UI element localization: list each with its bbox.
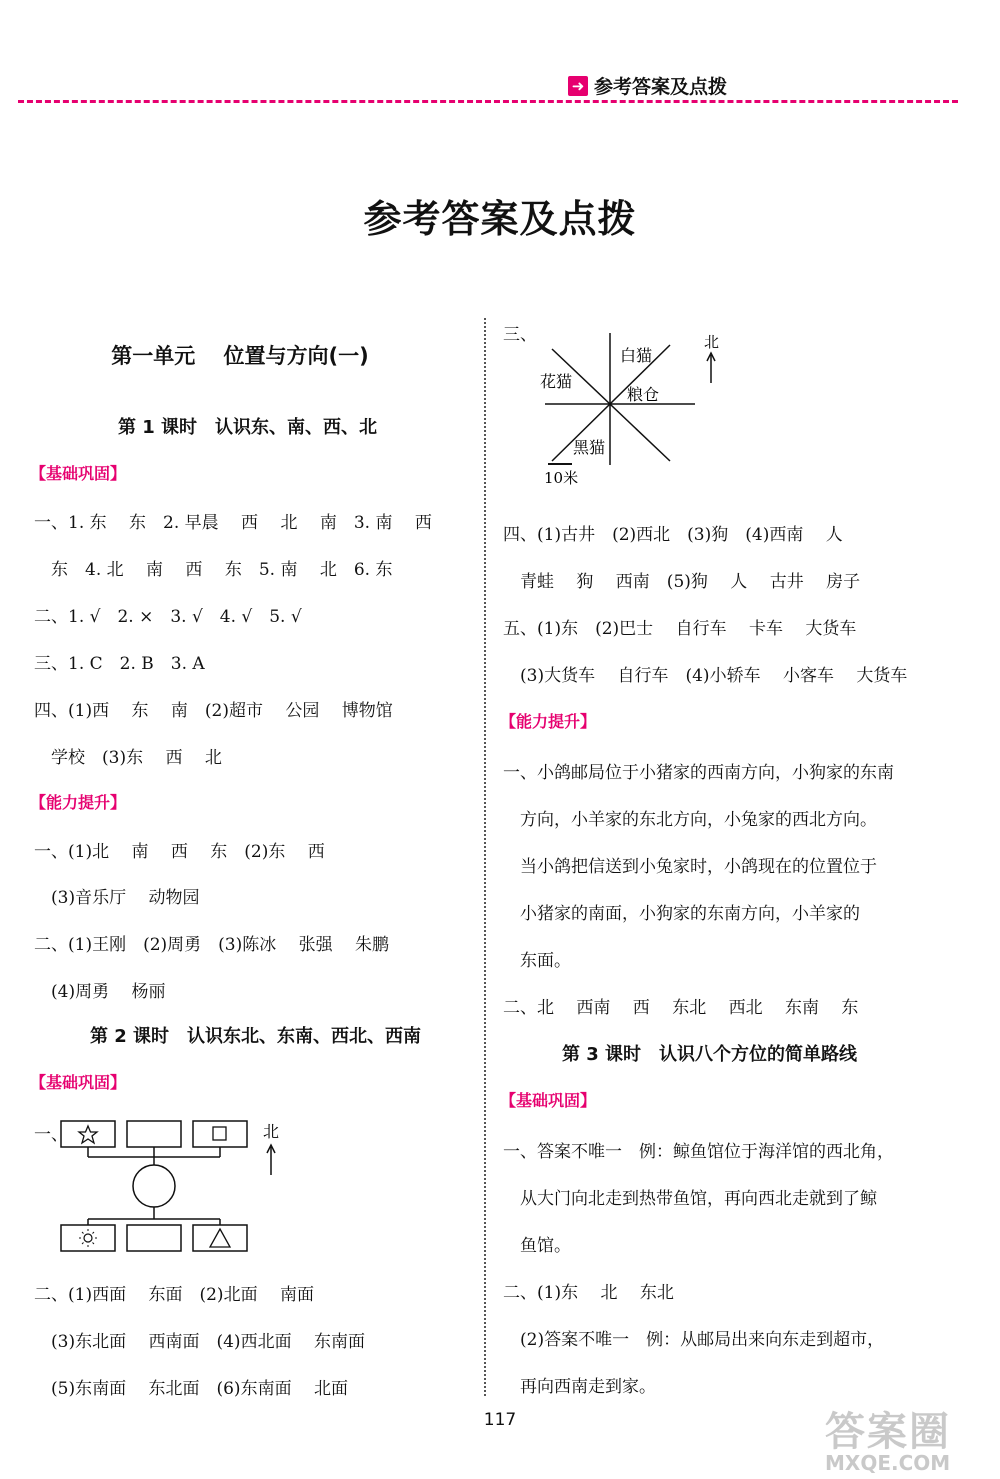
white-cat-label: 白猫 bbox=[620, 346, 653, 365]
answer-line: 三、1. C 2. B 3. A bbox=[34, 654, 205, 674]
ability-tag: 【能力提升】 bbox=[30, 793, 127, 812]
answer-line: 一、1. 东 东 2. 早晨 西 北 南 3. 南 西 bbox=[34, 513, 432, 533]
column-divider bbox=[484, 318, 486, 1396]
answer-line: 二、1. √ 2. × 3. √ 4. √ 5. √ bbox=[34, 607, 302, 627]
square-icon bbox=[213, 1127, 226, 1140]
answer-line: (3)大货车 自行车 (4)小轿车 小客车 大货车 bbox=[503, 666, 908, 686]
basic-tag: 【基础巩固】 bbox=[30, 1073, 127, 1092]
header-divider bbox=[18, 100, 958, 103]
answer-line: 二、(1)东 北 东北 bbox=[503, 1283, 674, 1303]
ability-tag: 【能力提升】 bbox=[500, 712, 597, 731]
black-cat-label: 黑猫 bbox=[573, 438, 606, 457]
answer-line: (5)东南面 东北面 (6)东南面 北面 bbox=[34, 1379, 348, 1399]
box-empty bbox=[127, 1225, 181, 1251]
answer-line: 一、(1)北 南 西 东 (2)东 西 bbox=[34, 842, 325, 862]
circle-shape bbox=[133, 1165, 175, 1207]
box-empty bbox=[127, 1121, 181, 1147]
answer-line: 从大门向北走到热带鱼馆，再向西北走就到了鲸 bbox=[503, 1189, 877, 1209]
box-sun bbox=[61, 1225, 115, 1251]
grid-diagram bbox=[55, 1115, 295, 1255]
answer-line: 四、(1)古井 (2)西北 (3)狗 (4)西南 人 bbox=[503, 525, 843, 545]
star-icon bbox=[79, 1126, 97, 1143]
lesson-2-title: 第 2 课时 认识东北、东南、西北、西南 bbox=[90, 1026, 422, 1047]
lesson-3-title: 第 3 课时 认识八个方位的简单路线 bbox=[562, 1044, 858, 1065]
answer-line: 一、答案不唯一 例：鲸鱼馆位于海洋馆的西北角， bbox=[503, 1142, 894, 1162]
question-prefix: 一、 bbox=[34, 1125, 68, 1145]
sun-icon bbox=[79, 1229, 97, 1247]
answer-line: 二、(1)西面 东面 (2)北面 南面 bbox=[34, 1285, 314, 1305]
answer-line: (3)音乐厅 动物园 bbox=[34, 888, 200, 908]
watermark-main: 答案圈 bbox=[825, 1409, 951, 1455]
unit-title: 第一单元 位置与方向(一) bbox=[111, 344, 369, 368]
answer-line: 二、(1)王刚 (2)周勇 (3)陈冰 张强 朱鹏 bbox=[34, 935, 390, 955]
answer-line: 东面。 bbox=[503, 951, 571, 971]
answer-line: 四、(1)西 东 南 (2)超市 公园 博物馆 bbox=[34, 701, 393, 721]
page-title: 参考答案及点拨 bbox=[363, 197, 637, 241]
north-label: 北 bbox=[263, 1122, 280, 1141]
answer-line: (4)周勇 杨丽 bbox=[34, 982, 166, 1002]
basic-tag: 【基础巩固】 bbox=[500, 1091, 597, 1110]
granary-label: 粮仓 bbox=[627, 385, 660, 404]
answer-line: 小猪家的南面，小狗家的东南方向，小羊家的 bbox=[503, 904, 860, 924]
answer-line: 五、(1)东 (2)巴士 自行车 卡车 大货车 bbox=[503, 619, 857, 639]
answer-line: 当小鸽把信送到小兔家时，小鸽现在的位置位于 bbox=[503, 857, 877, 877]
lesson-1-title: 第 1 课时 认识东、南、西、北 bbox=[118, 417, 378, 438]
answer-line: 东 4. 北 南 西 东 5. 南 北 6. 东 bbox=[34, 560, 393, 580]
north-label: 北 bbox=[704, 333, 720, 351]
scale-label: 10米 bbox=[544, 469, 579, 487]
basic-tag: 【基础巩固】 bbox=[30, 464, 127, 483]
answer-line: 二、北 西南 西 东北 西北 东南 东 bbox=[503, 998, 859, 1018]
answer-line: 青蛙 狗 西南 (5)狗 人 古井 房子 bbox=[503, 572, 861, 592]
watermark bbox=[825, 1400, 995, 1475]
header-tag-label: 参考答案及点拨 bbox=[594, 76, 728, 98]
header-tag bbox=[568, 72, 727, 99]
triangle-icon bbox=[210, 1229, 230, 1247]
question-prefix: 三、 bbox=[503, 325, 537, 345]
answer-line: (2)答案不唯一 例：从邮局出来向东走到超市， bbox=[503, 1330, 885, 1350]
arrow-right-icon: ➜ bbox=[568, 76, 588, 96]
direction-map bbox=[530, 325, 760, 495]
flower-cat-label: 花猫 bbox=[540, 372, 573, 391]
answer-line: 方向，小羊家的东北方向，小兔家的西北方向。 bbox=[503, 810, 877, 830]
answer-line: 鱼馆。 bbox=[503, 1236, 571, 1256]
answer-line: 学校 (3)东 西 北 bbox=[34, 748, 222, 768]
watermark-sub: MXQE.COM bbox=[825, 1451, 951, 1475]
page-number: 117 bbox=[483, 1410, 517, 1430]
answer-line: (3)东北面 西南面 (4)西北面 东南面 bbox=[34, 1332, 365, 1352]
answer-line: 一、小鸽邮局位于小猪家的西南方向，小狗家的东南 bbox=[503, 763, 894, 783]
box-square bbox=[193, 1121, 247, 1147]
answer-line: 再向西南走到家。 bbox=[503, 1377, 656, 1397]
